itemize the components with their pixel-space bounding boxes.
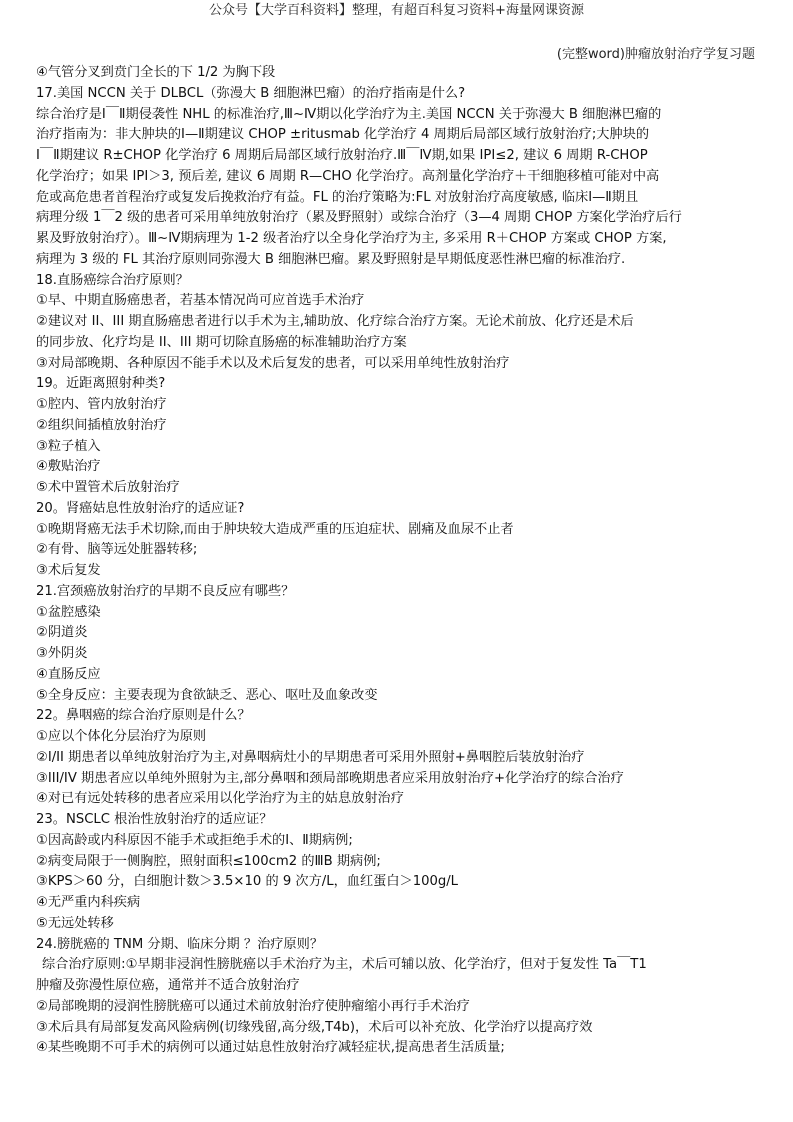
question-heading: 17.美国 NCCN 关于 DLBCL（弥漫大 B 细胞淋巴瘤）的治疗指南是什么? — [36, 85, 466, 101]
list-item: ⑤无远处转移 — [36, 915, 114, 931]
question-heading: 21.宫颈癌放射治疗的早期不良反应有哪些？ — [36, 583, 295, 599]
list-item: ①腔内、管内放射治疗 — [36, 397, 167, 412]
list-item: ③粒子植入 — [36, 438, 101, 454]
text-line: 病理分级 1￣2 级的患者可采用单纯放射治疗（累及野照射）或综合治疗（3—4 周期 CHOP 方案化学治疗后行 — [36, 210, 682, 226]
list-item: ①盆腔感染 — [36, 604, 101, 620]
list-item: ②有骨、脑等远处脏器转移; — [36, 542, 198, 558]
list-item: ④某些晚期不可手术的病例可以通过姑息性放射治疗减轻症状,提高患者生活质量; — [36, 1040, 505, 1056]
list-item: ①因高龄或内科原因不能手术或拒绝手术的Ⅰ、Ⅱ期病例; — [36, 832, 353, 848]
question-heading: 19。近距离照射种类? — [36, 376, 166, 392]
list-item: ⑤术中置管术后放射治疗 — [36, 480, 180, 495]
list-item: ②建议对 II、III 期直肠癌患者进行以手术为主,辅助放、化疗综合治疗方案。无论术前放、化疗还是术后 — [36, 314, 634, 329]
text-line: 病理为 3 级的 FL 其治疗原则同弥漫大 B 细胞淋巴瘤。累及野照射是早期低度恶性淋巴瘤的标准治疗. — [36, 251, 626, 267]
list-item: ②病变局限于一侧胸腔，照射面积≤100cm2 的ⅢB 期病例; — [36, 853, 381, 869]
list-item: ①应以个体化分层治疗为原则 — [36, 729, 207, 744]
question-heading: 18.直肠癌综合治疗原则？ — [36, 272, 189, 288]
list-item: ③III/IV 期患者应以单纯外照射为主,部分鼻咽和颈局部晚期患者应采用放射治疗+化学治疗的综合治疗 — [36, 770, 624, 786]
list-item: ③术后具有局部复发高风险病例(切缘残留,高分级,T4b)，术后可以补充放、化学治疗以提高疗效 — [36, 1019, 593, 1035]
list-item: ②局部晚期的浸润性膀胱癌可以通过术前放射治疗使肿瘤缩小再行手术治疗 — [36, 998, 470, 1014]
text-line: 治疗指南为：非大肿块的Ⅰ—Ⅱ期建议 CHOP ±ritusmab 化学治疗 4 周期后局部区域行放射治疗;大肿块的 — [36, 127, 650, 143]
text-line: 危或高危患者首程治疗或复发后挽救治疗有益。FL 的治疗策略为:FL 对放射治疗高度敏感, 临床Ⅰ—Ⅱ期且 — [36, 189, 639, 205]
list-item: ③对局部晚期、各种原因不能手术以及术后复发的患者，可以采用单纯性放射治疗 — [36, 355, 510, 371]
list-item: ②阴道炎 — [36, 625, 88, 641]
document-body — [36, 63, 760, 1059]
list-item: ④敷贴治疗 — [36, 459, 101, 475]
text-line: 的同步放、化疗均是 II、III 期可切除直肠癌的标准辅助治疗方案 — [36, 334, 407, 350]
list-item: ②组织间插植放射治疗 — [36, 417, 167, 433]
list-item: ⑤全身反应：主要表现为食欲缺乏、恶心、呕吐及血象改变 — [36, 687, 378, 703]
list-item: ④直肠反应 — [36, 666, 101, 682]
list-item: ④对已有远处转移的患者应采用以化学治疗为主的姑息放射治疗 — [36, 791, 404, 807]
question-heading: 22。鼻咽癌的综合治疗原则是什么？ — [36, 708, 251, 724]
list-item: ①晚期肾癌无法手术切除,而由于肿块较大造成严重的压迫症状、剧痛及血尿不止者 — [36, 521, 514, 537]
text-line: Ⅰ￣Ⅱ期建议 R±CHOP 化学治疗 6 周期后局部区域行放射治疗.Ⅲ￣Ⅳ期,如果 IPI≤2, 建议 6 周期 R-CHOP — [36, 148, 648, 163]
question-heading: 24.膀胱癌的 TNM 分期、临床分期 ？治疗原则？ — [36, 936, 324, 952]
list-item: ③外阴炎 — [36, 646, 88, 661]
list-item: ④无严重内科疾病 — [36, 895, 141, 910]
text-line: 肿瘤及弥漫性原位癌，通常并不适合放射治疗 — [36, 978, 300, 993]
document-title: (完整word)肿瘤放射治疗学复习题 — [556, 47, 755, 62]
text-line: 化学治疗；如果 IPI＞3, 预后差, 建议 6 周期 R—CHO 化学治疗。高剂量化学治疗＋干细胞移植可能对中高 — [36, 168, 660, 184]
watermark-header: 公众号【大学百科资料】整理，有超百科复习资料+海量网课资源 — [209, 3, 584, 18]
text-line: 综合治疗是Ⅰ￣Ⅱ期侵袭性 NHL 的标准治疗,Ⅲ~Ⅳ期以化学治疗为主.美国 NCCN 关于弥漫大 B 细胞淋巴瘤的 — [36, 106, 662, 122]
list-item: ③术后复发 — [36, 563, 101, 578]
text-line: 累及野放射治疗）。Ⅲ~Ⅳ期病理为 1-2 级者治疗以全身化学治疗为主, 多采用 R＋CHOP 方案或 CHOP 方案, — [36, 231, 667, 246]
text-line: ④气管分叉到贲门全长的下 1/2 为胸下段 — [36, 65, 276, 80]
question-heading: 23。NSCLC 根治性放射治疗的适应证？ — [36, 812, 273, 827]
list-item: ①早、中期直肠癌患者，若基本情况尚可应首选手术治疗 — [36, 293, 365, 309]
list-item: ②I/II 期患者以单纯放射治疗为主,对鼻咽病灶小的早期患者可采用外照射+鼻咽腔后装放射治疗 — [36, 749, 585, 765]
list-item: ③KPS＞60 分，白细胞计数＞3.5×10 的 9 次方/L，血红蛋白＞100g/L — [36, 874, 459, 890]
question-heading: 20。肾癌姑息性放射治疗的适应证? — [36, 500, 245, 516]
list-item: 综合治疗原则:①早期非浸润性膀胱癌以手术治疗为主，术后可辅以放、化学治疗，但对于复发性 Ta￣T1 — [42, 957, 647, 973]
